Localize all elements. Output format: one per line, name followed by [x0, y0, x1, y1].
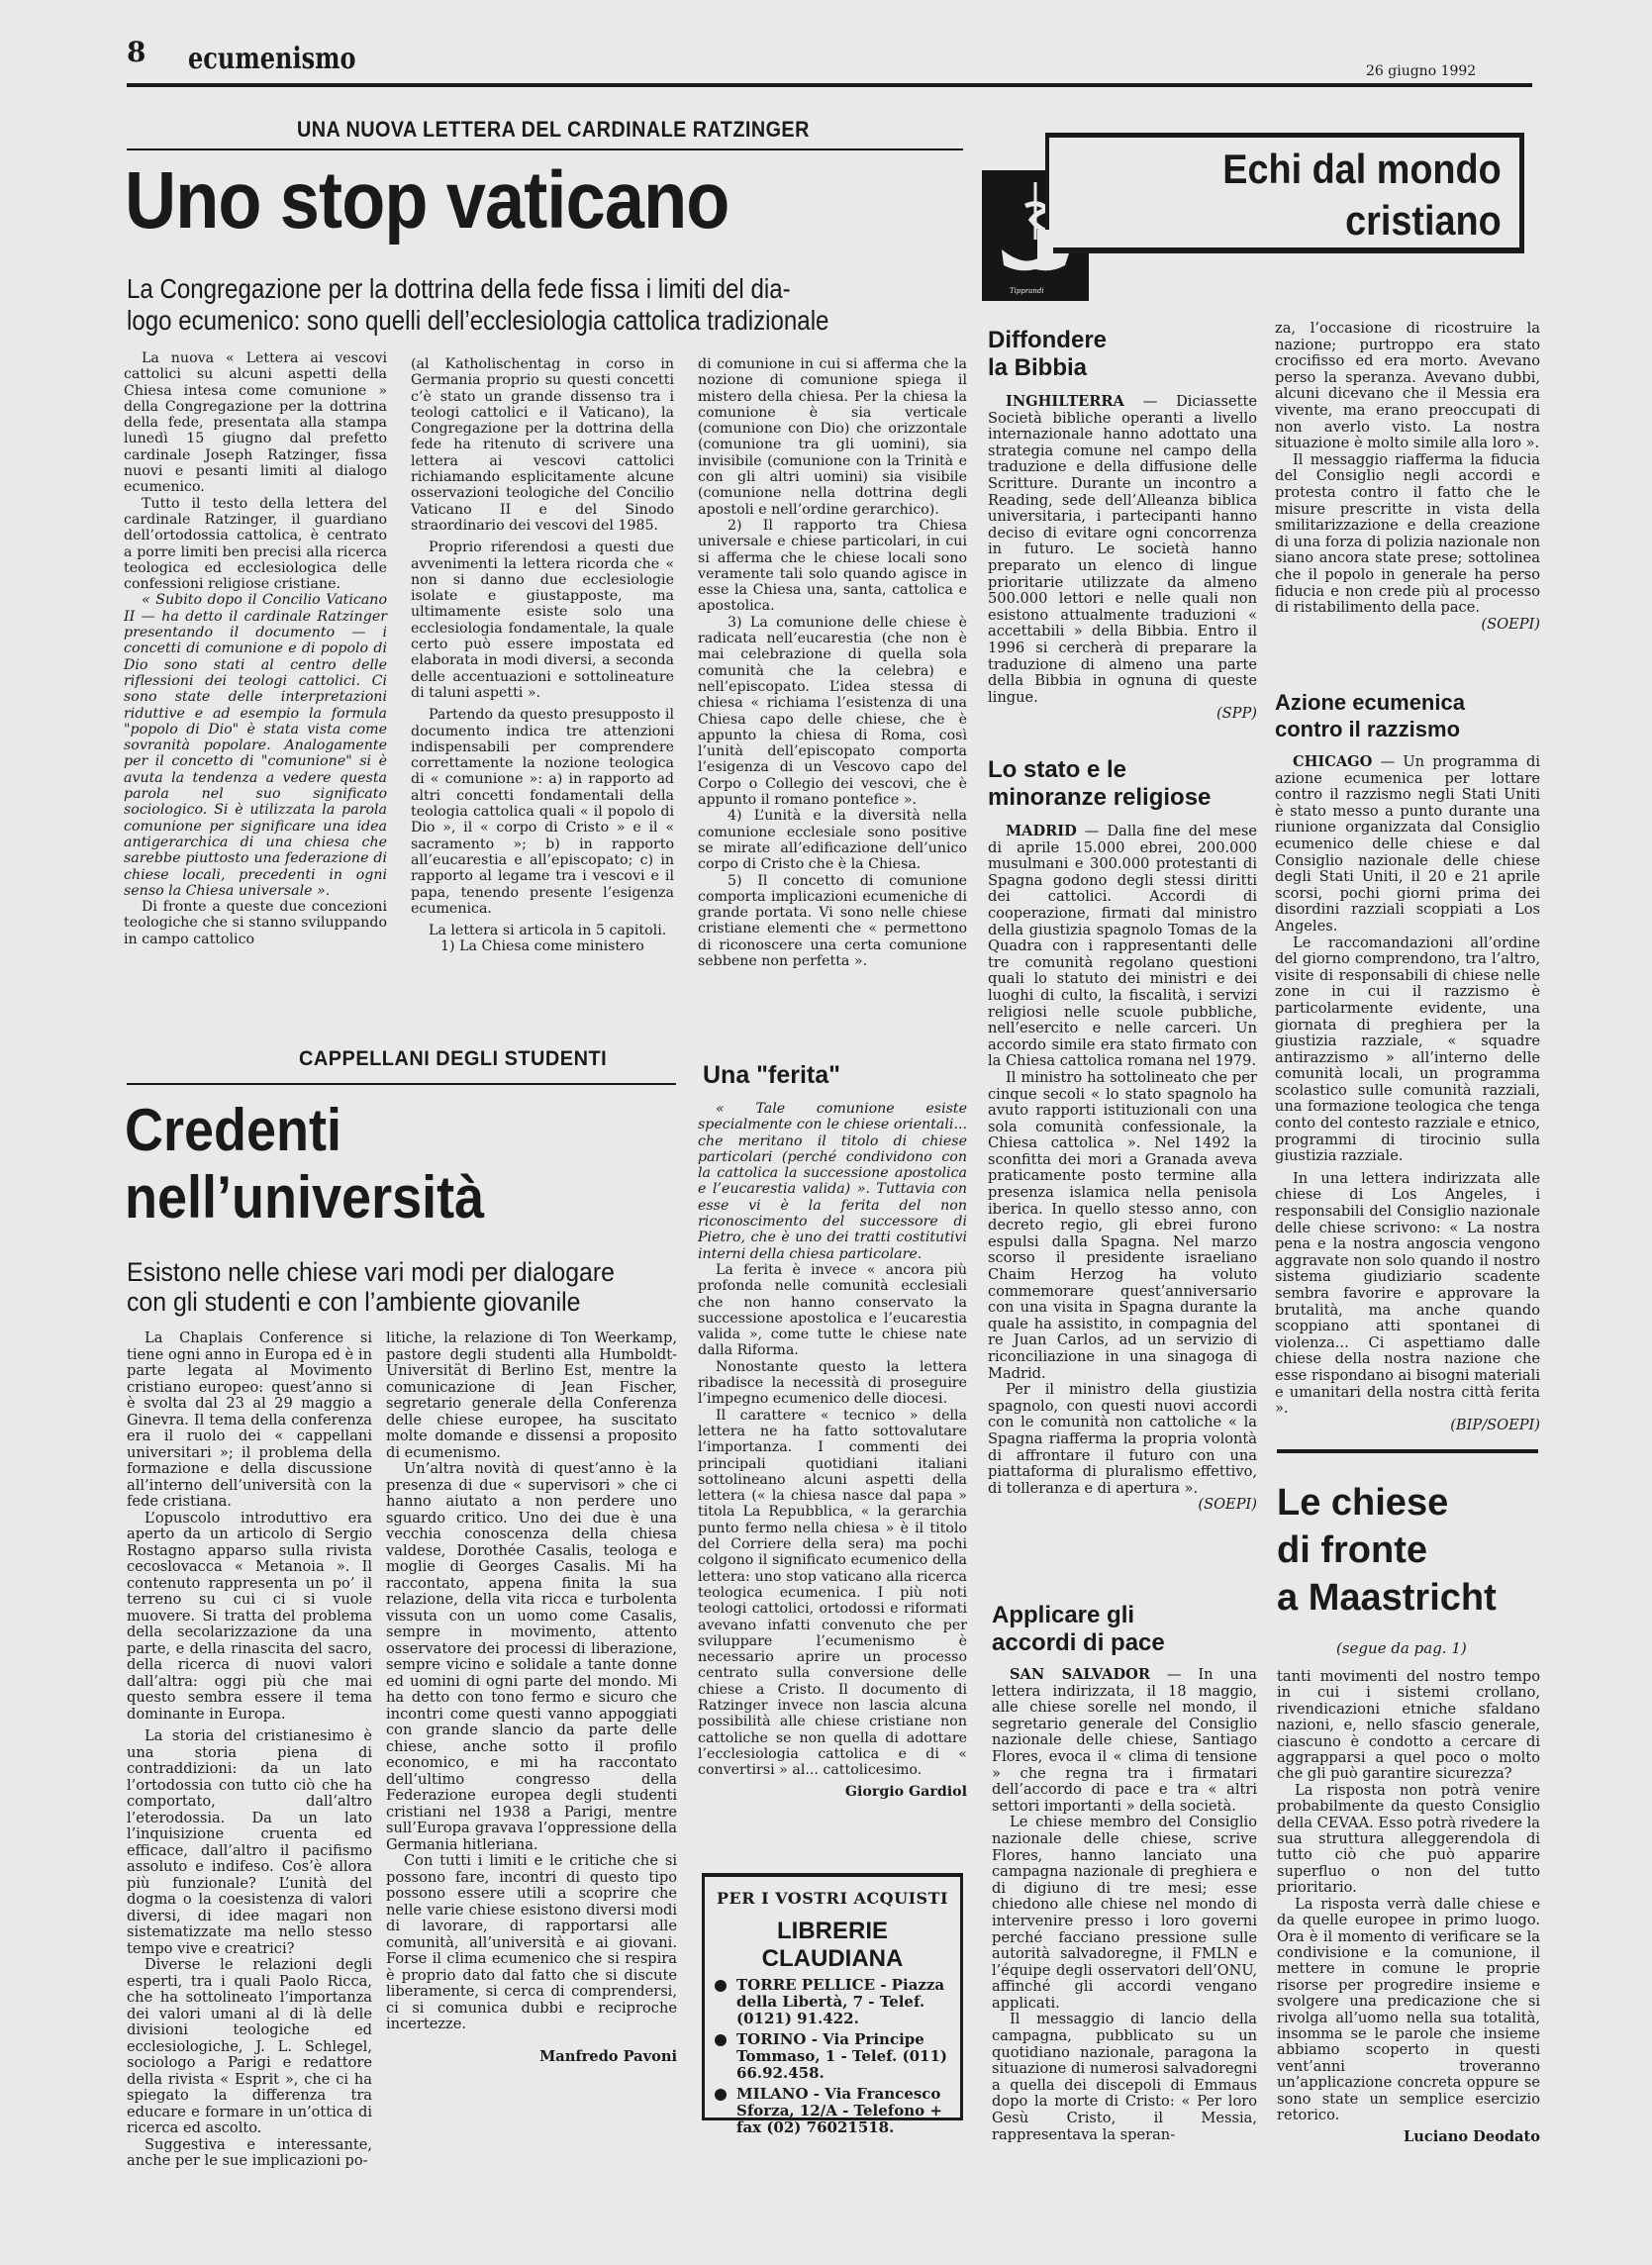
- article-kicker: CAPPELLANI DEGLI STUDENTI: [299, 1047, 608, 1070]
- paragraph: Il ministro ha sottolineato che per cinque secoli « lo stato spagnolo ha avuto rapporti istituzionali con una sola comunità confessionale, la Chiesa cattolica ». Nel 1492 la sconfitta dei mori a Granada aveva praticamente posto termine alla presenza islamica nella penisola iberica. In quello stesso anno, con decreto regio, gli ebrei furono espulsi dalla Spagna. Nel marzo scorso il presidente israeliano Chaim Herzog ha voluto commemorare quest’anniversario con una visita in Spagna durante la quale ha assistito, in compagnia del re Juan Carlos, ad un servizio di riconciliazione in una sinagoga di Madrid.: [988, 1068, 1257, 1382]
- section-title: ecumenismo: [188, 42, 356, 76]
- echi-title-box: [1045, 133, 1524, 253]
- paragraph: di comunione in cui si afferma che la nozione di comunione spiega il mistero della chiesa. Per la chiesa la comunione è sia verticale (comunione con Dio) che orizzontale (comunione tra gli uomini), sia invisibile (comunione con la Trinità e con gli altri uomini) sia visibile (comunione nella dottrina degli apostoli e nell’ordine gerarchico).: [698, 356, 967, 518]
- paragraph: 4) L’unità e la diversità nella comunione ecclesiale sono positive se mirate all’edificazione dell’unico corpo di Cristo che è la Chiesa.: [698, 808, 967, 873]
- article-dek: Esistono nelle chiese vari modi per dialogare con gli studenti e con l’ambiente giovanile: [127, 1257, 615, 1317]
- article-title: Uno stop vaticano: [125, 155, 729, 246]
- subheading-ferita: Una "ferita": [703, 1061, 841, 1089]
- maastricht-body: [1277, 1669, 1540, 2146]
- paragraph: CHICAGO — Un programma di azione ecumenica per lottare contro il razzismo negli Stati Uniti è stato messo a punto durante una riunione organizzata dal Consiglio ecumenico delle chiese e dal Consiglio nazionale delle chiese degli Stati Uniti, il 20 e 21 aprile scorsi, pochi giorni prima dei disordini razziali scoppiati a Los Angeles.: [1275, 753, 1540, 935]
- story-title: Applicare gli accordi di pace: [992, 1602, 1165, 1656]
- paragraph: « Subito dopo il Concilio Vaticano II — ha detto il cardinale Ratzinger presentando il documento — i concetti di comunione e di popolo di Dio sono stati al centro delle riflessioni dei teologi cattolici. Ci sono state delle interpretazioni riduttive e ad esempio la formula "popolo di Dio" è stata vista come sovranità popolare. Analogamente per il concetto di "comunione" si è avuta la tendenza a vedere questa parola nel suo significato sociologico. Si è utilizzata la parola comunione per significare una idea antigerarchica di una chiesa che sarebbe piuttosto una federazione di chiese locali, precedenti in ogni senso la Chiesa universale ».: [124, 592, 387, 899]
- author-byline: Giorgio Gardiol: [844, 1784, 967, 1801]
- paragraph: 3) La comunione delle chiese è radicata nell’eucarestia (che non è mai celebrazione di quella sola comunità che la celebra) e nell’episcopato. L’idea stessa di chiesa « richiama l’esistenza di una Chiesa capo delle chiese, che è appunto la chiesa di Roma, così l’unità dell’episcopato comporta l’esigenza di un Vescovo capo del Corpo o Collegio dei vescovi, che è appunto il romano pontefice ».: [698, 614, 967, 809]
- paragraph: Di fronte a queste due concezioni teologiche che si stanno sviluppando in campo cattolico: [124, 899, 387, 947]
- story-source: (BIP/SOEPI): [1450, 1416, 1540, 1433]
- paragraph: (al Katholischentag in corso in Germania proprio su questi concetti c’è stato un grande dissenso tra i teologi cattolici e il Vaticano), la Congregazione per la dottrina della fede ha ritenuto di scrivere una lettera ai vescovi cattolici richiamando esplicitamente alcune osservazioni teologiche del Concilio Vaticano II e del Sinodo straordinario dei vescovi del 1985.: [411, 356, 674, 534]
- paragraph: SAN SALVADOR — In una lettera indirizzata, il 18 maggio, alle chiese sorelle nel mondo, il segretario generale del Consiglio nazionale delle chiese, Santiago Flores, evoca il « clima di tensione » che regna tra i firmatari dell’accordo di pace e tra « altri settori importanti » della società.: [992, 1666, 1257, 1815]
- paragraph: za, l’occasione di ricostruire la nazione; purtroppo era stato crocifisso ed era morto. Avevano perso la speranza. Avevano dubbi, alcuni dicevano che il Messia era vivente, ma erano preoccupati di non averlo visto. La nostra situazione è molto simile alla loro ».: [1275, 320, 1540, 452]
- paragraph: tanti movimenti del nostro tempo in cui i sistemi crollano, rivendicazioni etniche sfaldano nazioni, e, nello sfascio generale, ciascuno è condotto a cercare di aggrapparsi a quel poco o molto che gli può garantire sicurezza?: [1277, 1668, 1540, 1783]
- page-number: 8: [127, 36, 146, 68]
- advert-location: TORINO - Via Principe Tommaso, 1 - Telef. (011) 66.92.458.: [715, 2031, 950, 2082]
- paragraph: Con tutti i limiti e le critiche che si possono fare, incontri di questo tipo possono essere utili a scoprire che nelle varie chiese esistono diversi modi di lavorare, di rapportarsi alle comunità, all’università e ai giovani. Forse il clima ecumenico che si respira è proprio dato dal fatto che si discute liberamente, si cerca di comprendersi, ci si comunica dubbi e reciproche incertezze.: [386, 1852, 677, 2032]
- paragraph: 5) Il concetto di comunione comporta implicazioni ecumeniche di grande portata. Vi sono nelle chiese cristiane elementi che « permettono di riconoscere una certa comunione sebbene non perfetta ».: [698, 872, 967, 969]
- paragraph: Per il ministro della giustizia spagnolo, con questi nuovi accordi con le comunità non cattoliche « la Spagna riafferma la propria volontà di affrontare il futuro con una piattaforma di pluralismo effettivo, di tolleranza e di apertura ».: [988, 1381, 1257, 1497]
- paragraph: La nuova « Lettera ai vescovi cattolici su alcuni aspetti della Chiesa intesa come comunione » della Congregazione per la dottrina della fede, presentata alla stampa lunedì 15 giugno dal prefetto cardinale Joseph Ratzinger, fissa nuovi e pesanti limiti al dialogo ecumenico.: [124, 350, 387, 496]
- second-col-2: [386, 1330, 677, 2065]
- paragraph: Partendo da questo presupposto il documento indica tre attenzioni indispensabili per comprendere correttamente la nozione teologica di « comunione »: a) in rapporto ad altri concetti fondamentali della teologia cattolica quali « il popolo di Dio », il « corpo di Cristo » e il « sacramento »; b) in rapporto all’eucarestia e all’episcopato; c) in rapporto al legame tra i vescovi e il papa, tenendo presente l’esigenza ecumenica.: [411, 707, 674, 917]
- paragraph: Nonostante questo la lettera ribadisce la necessità di proseguire l’impegno ecumenico delle diocesi.: [698, 1358, 967, 1408]
- paragraph: Le chiese membro del Consiglio nazionale delle chiese, scrive Flores, hanno lanciato una campagna nazionale di preghiera e di digiuno di tre mesi; esse chiedono alle chiese nel mondo di intervenire presso i loro governi perché facciano pressione sulle autorità salvadoregne, il FMLN e l’équipe degli osservatori dell’ONU, affinché gli accordi vengano applicati.: [992, 1814, 1257, 2012]
- section-rule: [1277, 1449, 1538, 1453]
- story-title: Azione ecumenica contro il razzismo: [1275, 690, 1465, 741]
- article-kicker: UNA NUOVA LETTERA DEL CARDINALE RATZINGER: [297, 117, 810, 142]
- bullet-icon: [715, 2089, 727, 2101]
- story-title: Diffondere la Bibbia: [988, 327, 1107, 381]
- echi-story-chicago: [1275, 689, 1540, 1433]
- paragraph: MADRID — Dalla fine del mese di aprile 15.000 ebrei, 200.000 musulmani e 300.000 protestanti di Spagna godono degli stessi diritti dei cattolici. Accordi di cooperazione, firmati dal ministro della giustizia spagnolo Tomas de la Quadra con i rappresentanti delle tre comunità regolano questioni quali lo statuto dei ministri e dei luoghi di culto, la fiscalità, i servizi religiosi nelle scuole pubbliche, nell’esercito e nelle carceri. Un accordo simile era stato firmato con la Chiesa cattolica romana nel 1979.: [988, 823, 1257, 1070]
- author-byline: Luciano Deodato: [1404, 2128, 1540, 2146]
- echi-story-bibbia: [988, 327, 1257, 723]
- second-col-1: [127, 1330, 372, 2170]
- paragraph: Il carattere « tecnico » della lettera ne ha fatto sottovalutare l’importanza. I commenti dei principali quotidiani italiani sottolineano alcuni aspetti della lettera (« la chiesa nasce dal papa » titola La Repubblica, « la gerarchia punto fermo nella chiesa » è il titolo del Corriere della sera) ma pochi colgono il significato ecumenico della lettera: uno stop vaticano alla ricerca teologica ecumenica. I più noti teologi cattolici, ortodossi e riformati avevano infatti convenuto che per sviluppare l’ecumenismo è necessario aprire un processo centrato sulla conversione delle chiese a Cristo. Il documento di Ratzinger invece non lascia alcuna possibilità alle chiese cristiane non cattoliche se non quella di adottare l’ecclesiologia cattolica e di « convertirsi » al... cattolicesimo.: [698, 1407, 967, 1779]
- paragraph: La lettera si articola in 5 capitoli.: [429, 923, 667, 939]
- echi-story-salvador: [992, 1602, 1257, 2143]
- paragraph: 1) La Chiesa come ministero: [440, 938, 644, 955]
- echi-title: Echi dal mondo cristiano: [1222, 146, 1502, 244]
- echi-box-mask: [1037, 230, 1053, 259]
- kicker-rule: [127, 1083, 676, 1085]
- echi-story-salvador-continued: [1275, 321, 1540, 633]
- bullet-icon: [715, 1980, 727, 1992]
- main-col-3: [698, 356, 967, 969]
- paragraph: Suggestiva e interessante, anche per le sue implicazioni po-: [127, 2135, 372, 2169]
- dek-line: logo ecumenico: sono quelli dell’ecclesiologia cattolica tradizionale: [127, 305, 829, 336]
- echi-story-madrid: [988, 756, 1257, 1514]
- paragraph: « Tale comunione esiste specialmente con le chiese orientali... che meritano il titolo di chiese particolari (perché condividono con la cattolica la successione apostolica e l’eucarestia valida) ». Tuttavia con esse vi è la ferita del non riconoscimento del successore di Pietro, che è uno dei tratti costitutivi interni della chiesa particolare.: [698, 1101, 967, 1262]
- paragraph: Diverse le relazioni degli esperti, tra i quali Paolo Ricca, che ha sottolineato l’importanza dei valori umani al di là delle divisioni teologiche ed ecclesiologiche, J. L. Schlegel, sociologo a Parigi e redattore della rivista « Esprit », che ci ha spiegato la differenza tra educare e formare in un’ottica di ricerca ed ascolto.: [127, 1956, 372, 2136]
- svg-text:Tipprandi: Tipprandi: [1010, 287, 1044, 295]
- paragraph: INGHILTERRA — Diciassette Società bibliche operanti a livello internazionale hanno adottato una strategia comune nel campo della traduzione e della diffusione delle Scritture. Durante un incontro a Reading, sede dell’Alleanza biblica universitaria, i partecipanti hanno deciso di evitare ogni concorrenza in futuro. Le società hanno preparato un elenco di lingue prioritarie utilizzate da almeno 500.000 lettori e nelle quali non esistono attualmente traduzioni « accettabili » della Bibbia. Entro il 1996 si cercherà di preparare la traduzione di almeno una parte della Bibbia in ognuna di queste lingue.: [988, 393, 1257, 706]
- paragraph: 2) Il rapporto tra Chiesa universale e chiese particolari, in cui si afferma che le chiese locali sono veramente tali solo quando agisce in esse la Chiesa una, santa, cattolica e apostolica.: [698, 517, 967, 615]
- story-title: Lo stato e le minoranze religiose: [988, 756, 1212, 811]
- paragraph: Tutto il testo della lettera del cardinale Ratzinger, il guardiano dell’ortodossia cattolica, è centrato a porre limiti ben precisi alla ricerca teologica ed ecclesiologica delle confessioni religiose cristiane.: [124, 495, 387, 593]
- paragraph: La risposta non potrà venire probabilmente da questo Consiglio della CEVAA. Esso potrà rivedere la sua struttura alleggerendola di tutto ciò che può apparire superfluo o non del tutto prioritario.: [1277, 1781, 1540, 1897]
- author-byline: Manfredo Pavoni: [539, 2047, 677, 2065]
- paragraph: Il messaggio riafferma la fiducia del Consiglio negli accordi e protesta contro il fatto che le misure prescritte in vista della smilitarizzazione e della creazione di una forza di polizia nazionale non siano ancora state prese; sottolinea che il popolo in generale ha perso fiducia e non crede più al processo di ristabilimento della pace.: [1275, 450, 1540, 617]
- advert-location: MILANO - Via Francesco Sforza, 12/A - Telefono + fax (02) 76021518.: [715, 2086, 950, 2136]
- dek-line: La Congregazione per la dottrina della fede fissa i limiti del dia-: [127, 273, 791, 304]
- paragraph: litiche, la relazione di Ton Weerkamp, pastore degli studenti alla Humboldt-Universität di Berlino Est, mentre la comunicazione di Jean Fischer, segretario generale della Conferenza delle chiese europee, ha suscitato molte domande e dissensi a proposito di ecumenismo.: [386, 1329, 677, 1461]
- header-rule: [127, 83, 1532, 87]
- continued-from: (segue da pag. 1): [1336, 1639, 1467, 1657]
- main-col-2: [411, 356, 674, 955]
- story-source: (SOEPI): [1481, 615, 1540, 633]
- bullet-icon: [715, 2034, 727, 2046]
- paragraph: Le raccomandazioni all’ordine del giorno comprendono, tra l’altro, visite di responsabili di chiese nelle zone in cui il razzismo è particolarmente evidente, una giornata di preghiera per la giustizia razziale, « squadre antirazzismo » all’interno delle comunità locali, un programma scolastico sulle comunità razziali, una formazione teologica che tenga conto del contesto razziale e etnico, programmi di tirocinio sulla giustizia razziale.: [1275, 934, 1540, 1165]
- paragraph: La ferita è invece « ancora più profonda nelle comunità ecclesiali che non hanno conservato la successione apostolica e l’eucarestia valida », come tutte le chiese nate dalla Riforma.: [698, 1261, 967, 1359]
- paragraph: La storia del cristianesimo è una storia piena di contraddizioni: da un lato l’ortodossia con tutto ciò che ha comportato, dall’altro l’eterodossia. Da un lato l’inquisizione cruenta ed efficace, dall’altro il pacifismo assoluto e indifeso. Cos’è allora più funzionale? L’unità del dogma o la coesistenza di valori diversi, di idee magari non sistematizzate ma nello stesso tempo vive e creatrici?: [127, 1727, 372, 1957]
- kicker-rule: [127, 148, 963, 150]
- paragraph: La Chaplais Conference si tiene ogni anno in Europa ed è in parte legata al Movimento cristiano europeo: quest’anno si è svolta dal 23 al 29 maggio a Ginevra. Il tema della conferenza era il ruolo dei « cappellani universitari »; il problema della formazione e della discussione all’interno dell’università con la fede cristiana.: [127, 1329, 372, 1510]
- paragraph: Proprio riferendosi a questi due avvenimenti la lettera ricorda che « non si danno due ecclesiologie isolate e giustapposte, ma ultimamente esiste solo una ecclesiologia fondamentale, la quale certo può essere impostata ed elaborata in modi diversi, a seconda delle accentuazioni e sottolineature di taluni aspetti ».: [411, 540, 674, 701]
- article-dek: [127, 273, 978, 337]
- story-source: (SOEPI): [1198, 1496, 1257, 1514]
- issue-date: 26 giugno 1992: [1366, 63, 1477, 79]
- paragraph: La risposta verrà dalle chiese e da quelle europee in primo luogo. Ora è il momento di verificare se la condivisione e la comunione, il mettere in comune le proprie risorse per progredire insieme e svolgere una predicazione che si rivolga all’uomo nella sua totalità, insomma se le parole che insieme abbiamo scoperto in questi vent’anni troveranno un’applicazione concreta oppure se sono state un semplice esercizio retorico.: [1277, 1895, 1540, 2123]
- maastricht-title: Le chiese di fronte a Maastricht: [1277, 1482, 1497, 1619]
- main-col-1: [124, 350, 387, 947]
- article-title: Credenti nell’università: [125, 1097, 485, 1231]
- paragraph: In una lettera indirizzata alle chiese di Los Angeles, i responsabili del Consiglio nazionale delle chiese scrivono: « La nostra pena e la nostra angoscia vengono aggravate non solo quando il nostro sistema giudiziario scadente sembra favorire e approvare la brutalità, ma anche quando scoppiano atti spontanei di violenza... Ci aspettiamo dalle chiese della nostra nazione che esse rispondano ai bisogni materiali e umanitari della nostra città ferita ».: [1275, 1169, 1540, 1418]
- advert-box: [702, 1873, 963, 2136]
- paragraph: L’opuscolo introduttivo era aperto da un articolo di Sergio Rostagno apparso sulla rivista cecoslovacca « Metanoia ». Il contenuto rappresenta un po’ il terreno su cui ci si vuole muovere. Si tratta del problema della secolarizzazione da una parte, e della rinascita del sacro, della ricerca di nuovi valori dall’altra: oggi più che mai questo sembra essere il tema dominante in Europa.: [127, 1509, 372, 1723]
- paragraph: Il messaggio di lancio della campagna, pubblicato su un quotidiano nazionale, paragona la situazione di numerosi salvadoregni a quella dei discepoli di Emmaus dopo la morte di Cristo: « Per loro Gesù Cristo, il Messia, rappresentava la speran-: [992, 2011, 1257, 2143]
- advert-heading: PER I VOSTRI ACQUISTI: [717, 1889, 948, 1908]
- story-source: (SPP): [1215, 705, 1257, 723]
- paragraph: Un’altra novità di quest’anno è la presenza di due « supervisori » che ci hanno aiutato a non perdere uno sguardo critico. Uno dei due è una vecchia conoscenza della chiesa valdese, Dorothée Casalis, teologa e moglie di Georges Casalis. Mi ha raccontato, appena finita la sua relazione, della vita ricca e turbolenta vissuta con un uomo come Casalis, sempre in movimento, attento osservatore dei processi di liberazione, sempre vicino e solidale a tante donne ed uomini di ogni parte del mondo. Mi ha detto con tono fermo e sicuro che incontri come questi vanno appoggiati con grande slancio da parte delle chiese, anche sotto il profilo economico, e mi ha raccontato dell’ultimo congresso della Federazione europea degli studenti cristiani nel 1938 a Parigi, mentre sull’Europa gravava l’oppressione della Germania hitleriana.: [386, 1460, 677, 1853]
- advert-location: TORRE PELLICE - Piazza della Libertà, 7 - Telef. (0121) 91.422.: [715, 1977, 950, 2027]
- main-col-3b: [698, 1101, 967, 1801]
- advert-brand: LIBRERIE CLAUDIANA: [761, 1918, 904, 1972]
